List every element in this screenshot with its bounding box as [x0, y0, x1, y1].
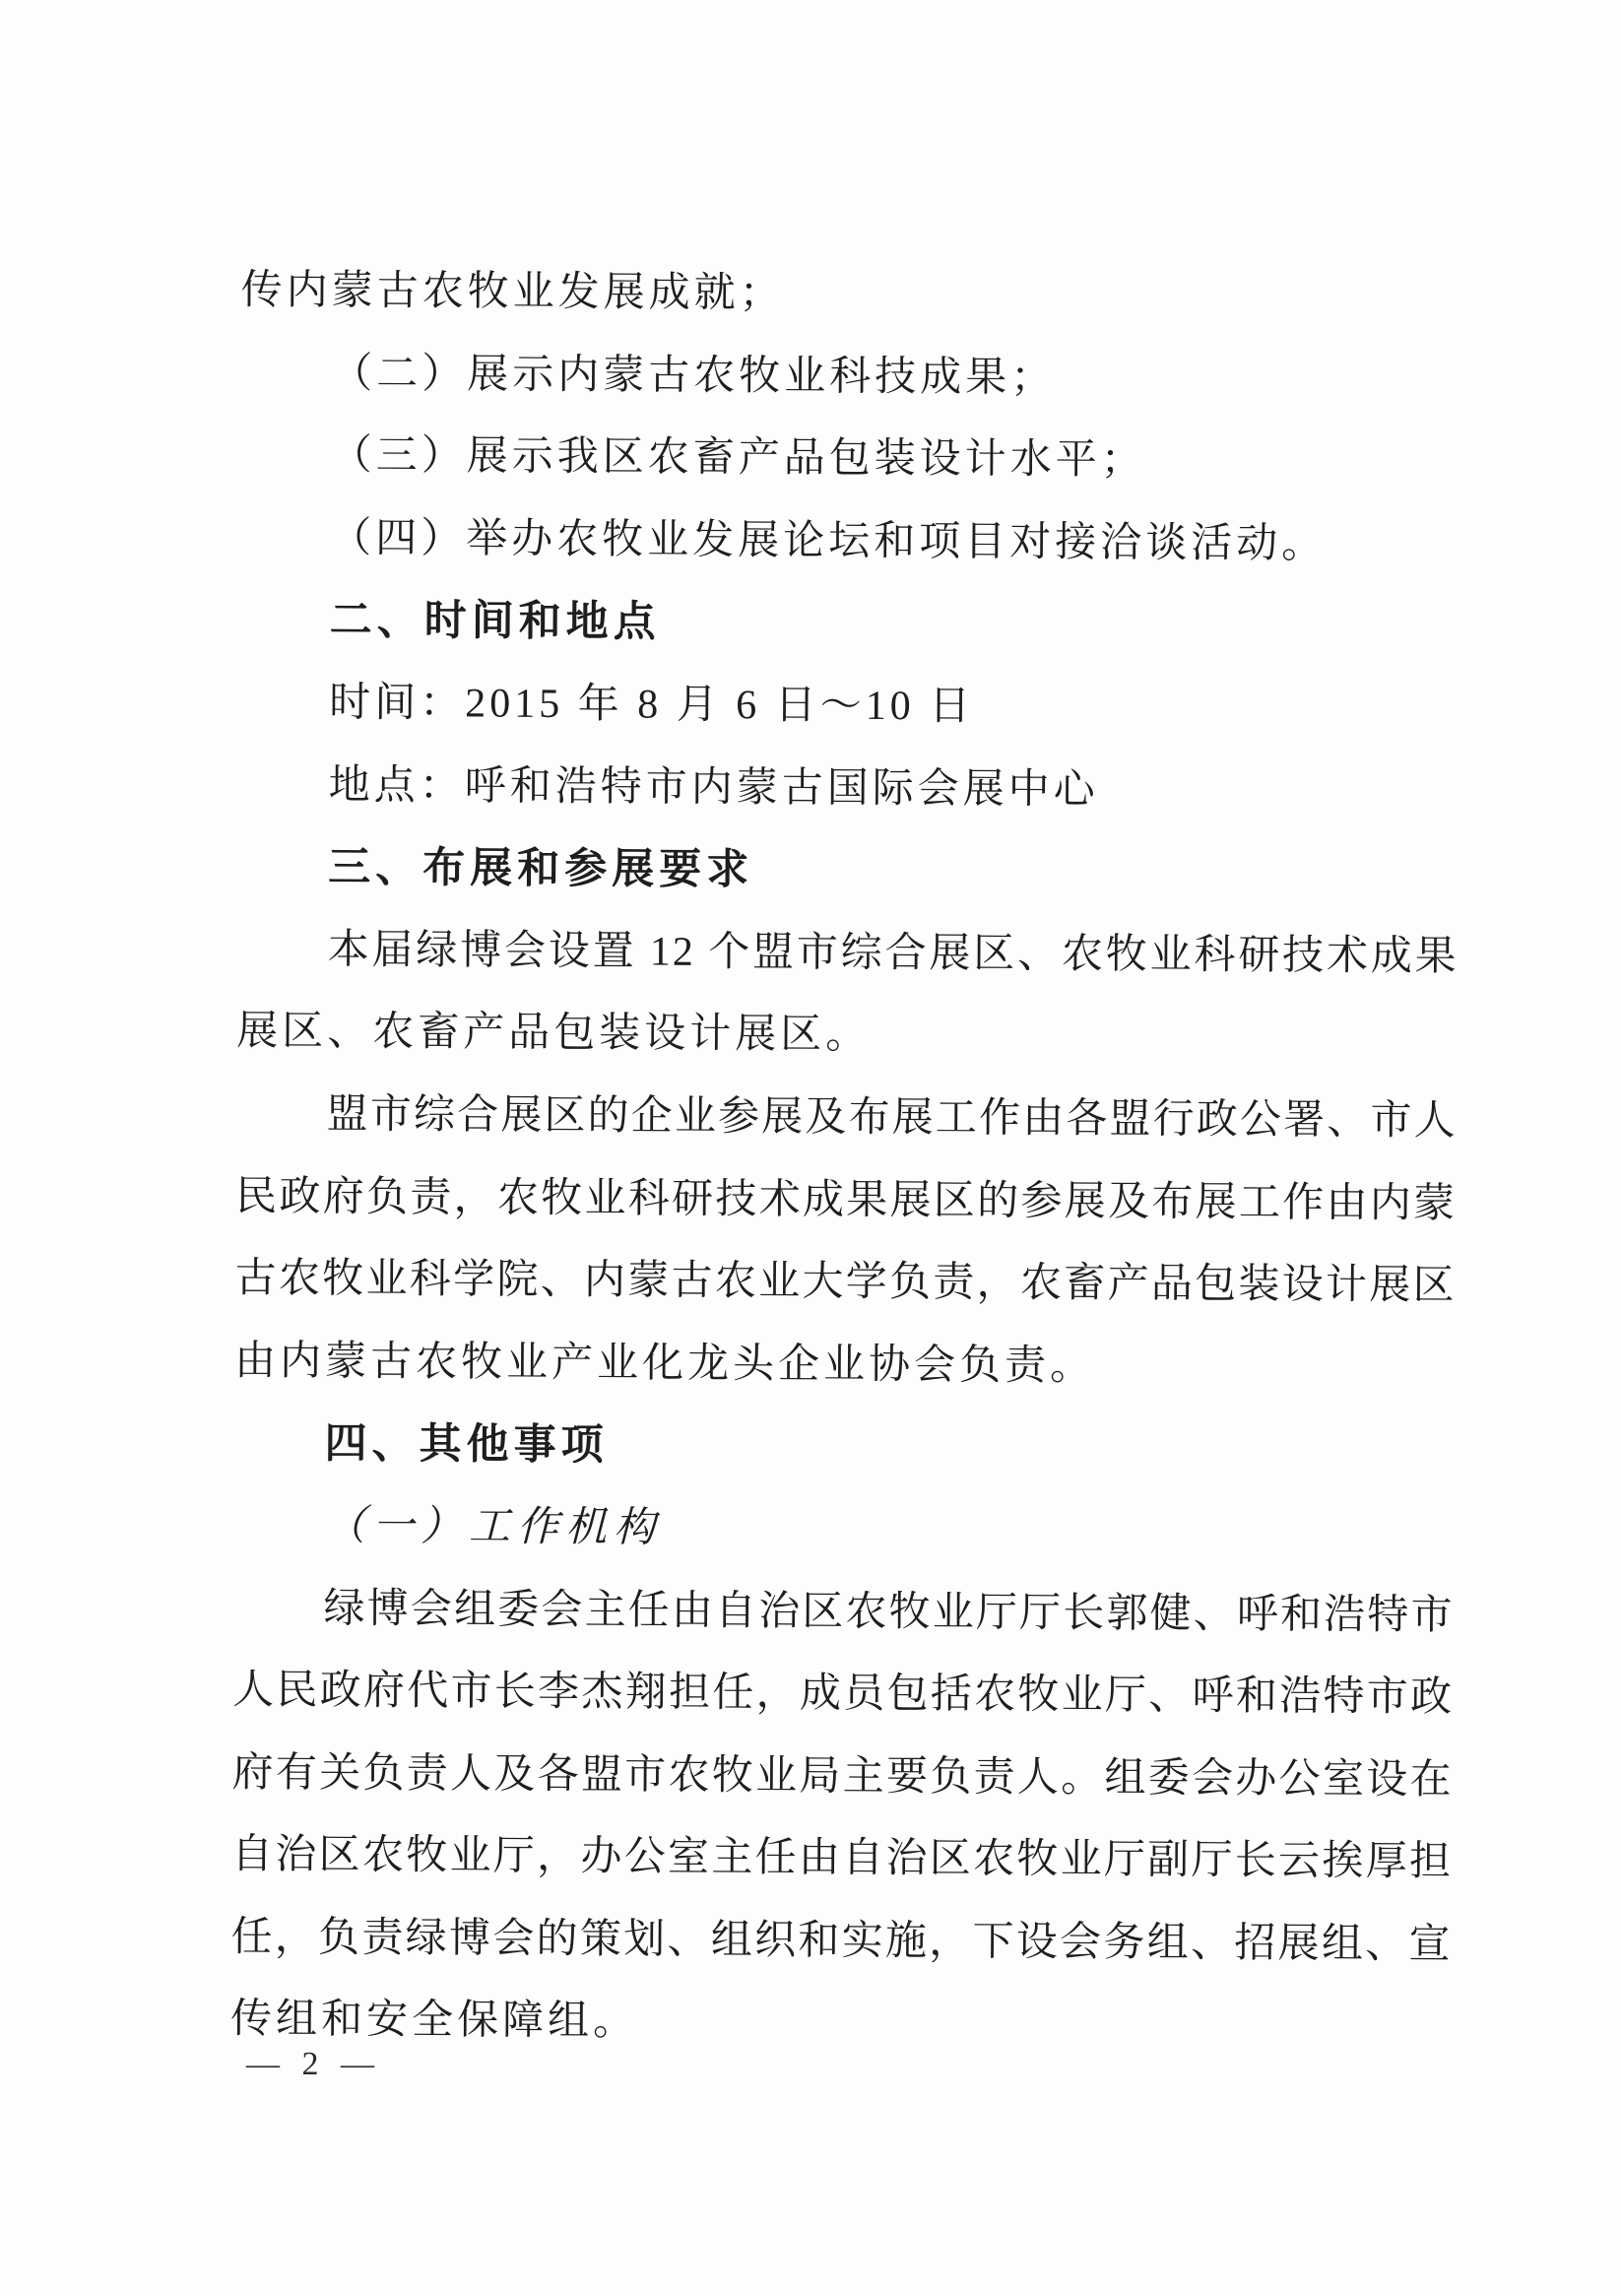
- paragraph-line: 本届绿博会设置 12 个盟市综合展区、农牧业科研技术成果: [327, 927, 1459, 980]
- list-item-2: （二）展示内蒙古农牧业科技成果；: [331, 351, 1057, 401]
- paragraph-line: 民政府负责，农牧业科研技术成果展区的参展及布展工作由内蒙: [234, 1173, 1458, 1227]
- paragraph-continuation-line: 传内蒙古农牧业发展成就；: [240, 267, 785, 317]
- section-heading-time-place: 二、时间和地点: [329, 596, 661, 646]
- paragraph-line: 自治区农牧业厅，办公室主任由自治区农牧业厅副厅长云挨厚担: [230, 1832, 1454, 1885]
- section-heading-other-matters: 四、其他事项: [324, 1419, 609, 1470]
- paragraph-line: 人民政府代市长李杰翔担任，成员包括农牧业厅、呼和浩特市政: [231, 1668, 1455, 1721]
- paragraph-line: 绿博会组委会主任由自治区农牧业厅厅长郭健、呼和浩特市: [323, 1586, 1455, 1639]
- paragraph-line: 展区、农畜产品包装设计展区。: [236, 1009, 872, 1059]
- paragraph-line: 由内蒙古农牧业产业化龙头企业协会负责。: [233, 1338, 1096, 1390]
- list-item-4: （四）举办农牧业发展论坛和项目对接洽谈活动。: [330, 515, 1328, 567]
- subsection-heading-working-bodies: （一）工作机构: [323, 1503, 663, 1551]
- section-heading-exhibition-requirements: 三、布展和参展要求: [328, 843, 754, 894]
- list-item-3: （三）展示我区农畜产品包装设计水平；: [330, 432, 1146, 484]
- time-line: 时间：2015 年 8 月 6 日～10 日: [329, 680, 975, 730]
- paragraph-line: 府有关负责人及各盟市农牧业局主要负责人。组委会办公室设在: [231, 1749, 1454, 1804]
- paragraph-line: 古农牧业科学院、内蒙古农业大学负责，农畜产品包装设计展区: [234, 1256, 1457, 1309]
- place-line: 地点：呼和浩特市内蒙古国际会展中心: [328, 762, 1099, 813]
- paragraph-line: 传组和安全保障组。: [229, 1997, 639, 2045]
- page-number: — 2 —: [246, 2046, 381, 2082]
- paragraph-line: 任，负责绿博会的策划、组织和实施，下设会务组、招展组、宣: [230, 1914, 1453, 1968]
- paragraph-line: 盟市综合展区的企业参展及布展工作由各盟行政公署、市人: [326, 1091, 1458, 1145]
- document-body: [230, 250, 1462, 2069]
